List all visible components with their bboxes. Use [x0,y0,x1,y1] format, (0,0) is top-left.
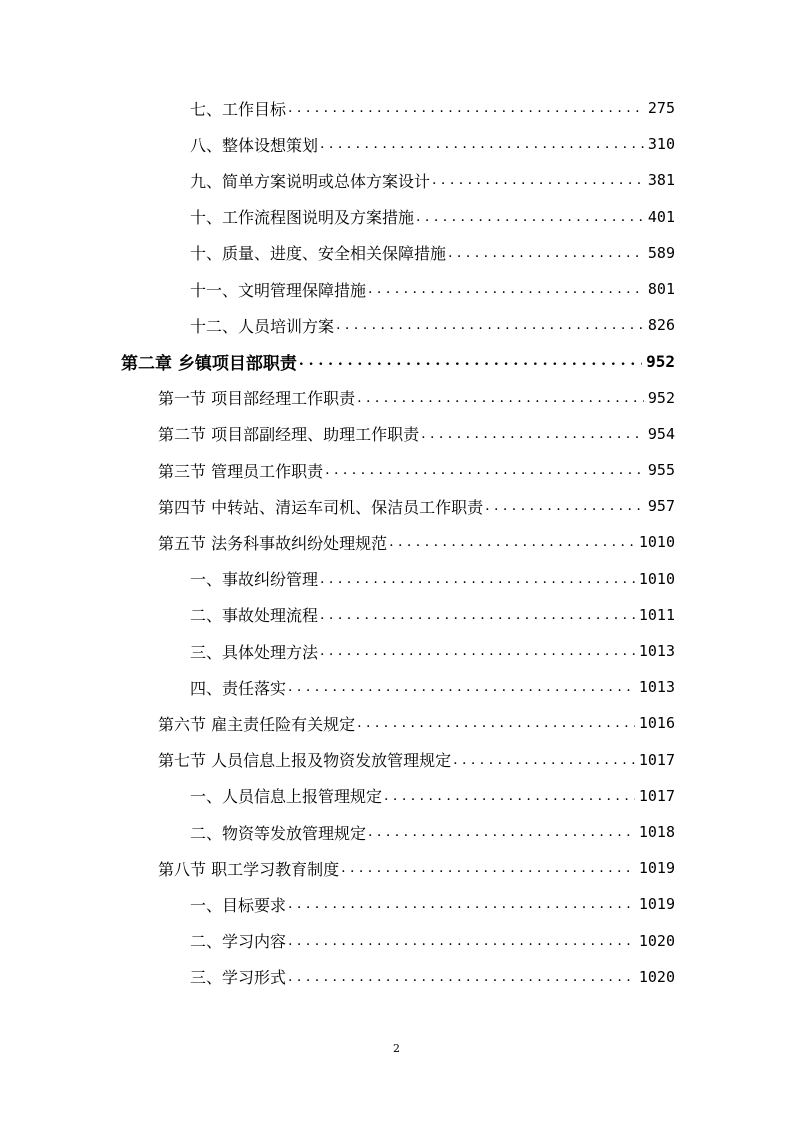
toc-entry-page: 952 [646,351,675,371]
toc-subsection-entry[interactable] [190,886,675,922]
toc-entry-page: 952 [647,388,675,407]
toc-subsection-entry[interactable] [190,162,675,198]
toc-entry-title: 第三节 管理员工作职责 [158,461,324,481]
toc-entry-page: 1017 [638,786,675,805]
toc-entry-page: 826 [647,316,675,335]
toc-entry-page: 1016 [638,714,675,733]
toc-subsection-entry[interactable] [190,959,675,995]
toc-entry-page: 1011 [638,605,675,624]
toc-entry-page: 1010 [638,533,675,552]
toc-subsection-entry[interactable] [190,597,675,633]
toc-entry-page: 1020 [638,967,675,986]
toc-dot-leader [453,752,635,768]
toc-entry-title: 第五节 法务科事故纠纷处理规范 [158,533,388,553]
toc-entry-title: 第二章 乡镇项目部职责 [121,353,297,374]
toc-subsection-entry[interactable] [190,814,675,850]
toc-subsection-entry[interactable] [190,561,675,597]
toc-dot-leader [384,788,635,804]
toc-entry-title: 四、责任落实 [190,678,287,698]
toc-section-entry[interactable] [158,705,675,741]
toc-section-entry[interactable] [158,488,675,524]
toc-entry-title: 第六节 雇主责任险有关规定 [158,714,356,734]
toc-dot-leader [336,317,644,333]
toc-entry-page: 801 [647,280,675,298]
toc-entry-title: 八、整体设想策划 [190,135,319,155]
toc-section-entry[interactable] [158,416,675,452]
toc-dot-leader [320,571,635,587]
toc-dot-leader [448,245,644,261]
toc-subsection-entry[interactable] [190,778,675,814]
toc-dot-leader [288,896,635,912]
toc-entry-page: 1017 [638,750,675,769]
toc-subsection-entry[interactable] [190,633,675,669]
toc-dot-leader [389,534,635,550]
toc-section-entry[interactable] [158,742,675,778]
toc-entry-title: 三、学习形式 [190,968,287,988]
toc-entry-page: 954 [647,424,675,443]
toc-entry-page: 1013 [638,678,675,697]
toc-entry-title: 二、物资等发放管理规定 [190,823,367,843]
toc-chapter-entry[interactable] [121,343,675,379]
toc-dot-leader [320,607,635,623]
toc-dot-leader [432,172,644,188]
toc-entry-page: 589 [647,243,675,262]
toc-entry-page: 1019 [638,859,675,878]
toc-dot-leader [485,498,644,514]
toc-entry-title: 十、工作流程图说明及方案措施 [190,208,415,228]
toc-entry-page: 955 [647,461,675,479]
toc-subsection-entry[interactable] [190,235,675,271]
toc-entry-title: 一、目标要求 [190,895,287,915]
toc-dot-leader [416,209,644,225]
toc-entry-title: 三、具体处理方法 [190,642,319,662]
toc-entry-title: 第七节 人员信息上报及物资发放管理规定 [158,751,452,771]
toc-entry-title: 第二节 项目部副经理、助理工作职责 [158,425,420,445]
toc-entry-title: 十二、人员培训方案 [190,316,335,336]
toc-section-entry[interactable] [158,452,675,488]
toc-dot-leader [357,715,635,731]
toc-dot-leader [288,100,644,116]
toc-subsection-entry[interactable] [190,271,675,307]
toc-entry-title: 七、工作目标 [190,99,287,119]
toc-entry-title: 一、事故纠纷管理 [190,570,319,590]
toc-section-entry[interactable] [158,850,675,886]
toc-entry-page: 1010 [638,569,675,588]
toc-subsection-entry[interactable] [190,923,675,959]
toc-entry-page: 1019 [638,895,675,914]
toc-entry-title: 十、质量、进度、安全相关保障措施 [190,244,447,264]
toc-entry-page: 401 [647,207,675,226]
toc-subsection-entry[interactable] [190,669,675,705]
toc-section-entry[interactable] [158,524,675,560]
toc-dot-leader [325,462,644,478]
page-number: 2 [393,1042,400,1055]
toc-subsection-entry[interactable] [190,199,675,235]
toc-entry-page: 957 [647,497,675,516]
toc-dot-leader [288,933,635,949]
toc-dot-leader [320,643,635,659]
toc-entry-title: 二、学习内容 [190,932,287,952]
toc-entry-title: 第八节 职工学习教育制度 [158,859,340,879]
toc-dot-leader [368,824,635,840]
toc-entry-title: 第一节 项目部经理工作职责 [158,389,356,409]
toc-entry-page: 1013 [638,642,675,660]
toc-entry-page: 310 [647,135,675,154]
toc-entry-page: 381 [647,171,675,190]
toc-section-entry[interactable] [158,380,675,416]
toc-entry-title: 一、人员信息上报管理规定 [190,787,383,807]
toc-subsection-entry[interactable] [190,307,675,343]
toc-entry-title: 十一、文明管理保障措施 [190,280,367,300]
toc-entry-title: 二、事故处理流程 [190,606,319,626]
toc-dot-leader [288,679,635,695]
toc-entry-page: 1018 [638,823,675,841]
toc-subsection-entry[interactable] [190,90,675,126]
toc-dot-leader [357,390,644,406]
toc-subsection-entry[interactable] [190,126,675,162]
toc-dot-leader [299,353,642,369]
toc-entry-page: 1020 [638,931,675,950]
toc-entry-page: 275 [647,99,675,117]
toc-dot-leader [421,426,644,442]
toc-entry-title: 九、简单方案说明或总体方案设计 [190,171,431,191]
toc-entry-title: 第四节 中转站、清运车司机、保洁员工作职责 [158,497,484,517]
toc-dot-leader [341,860,635,876]
toc-dot-leader [368,281,644,297]
toc-dot-leader [320,136,644,152]
toc-dot-leader [288,969,635,985]
